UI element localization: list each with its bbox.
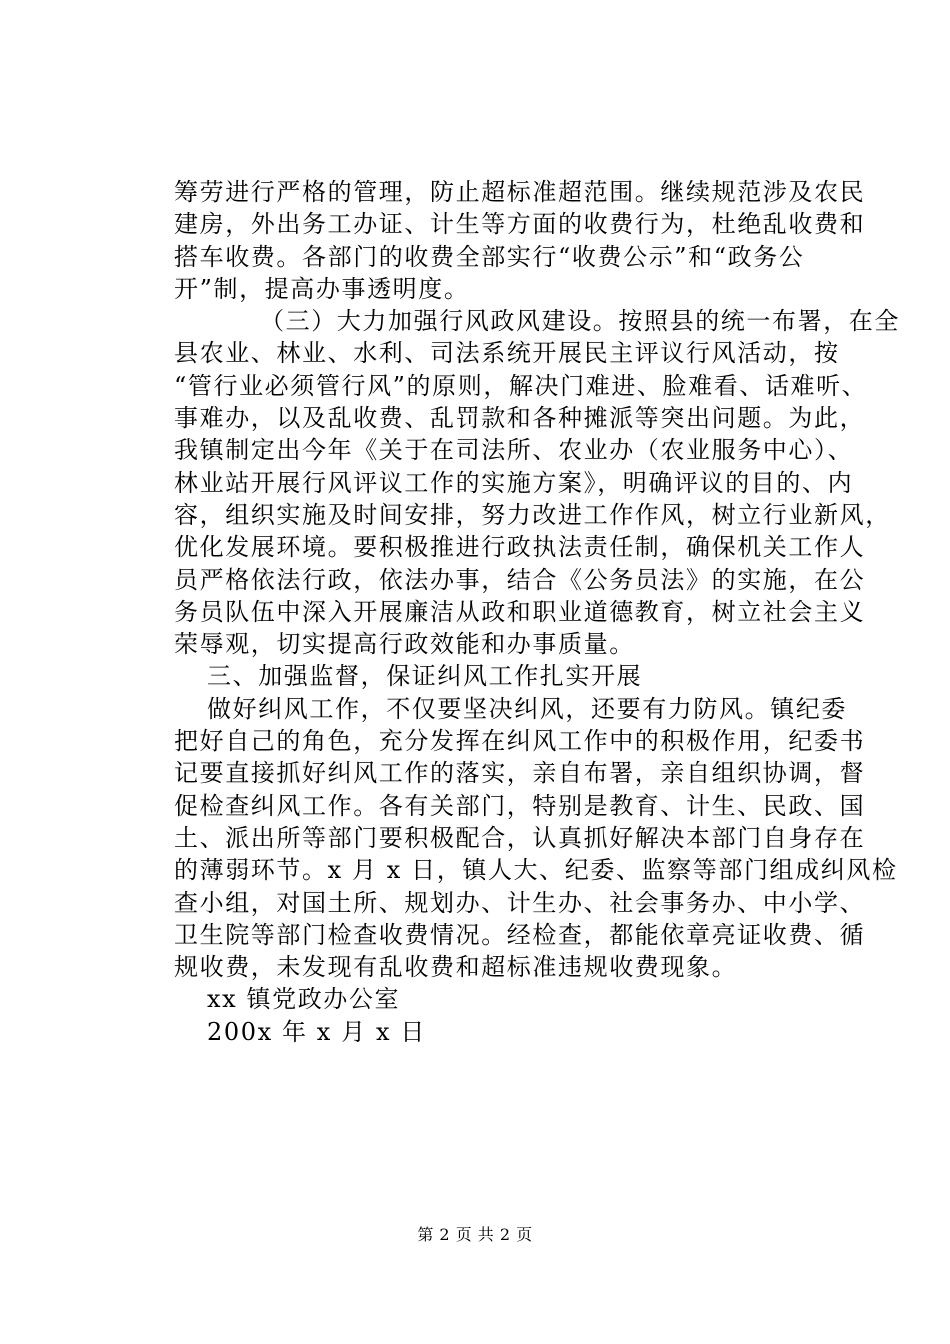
text-line: 员严格依法行政，依法办事，结合《公务员法》的实施，在公 — [174, 565, 866, 594]
text-line: 三、加强监督，保证纠风工作扎实开展 — [207, 662, 643, 691]
text-line: 搭车收费。各部门的收费全部实行“收费公示”和“政务公 — [174, 242, 805, 271]
text-line: 做好纠风工作，不仅要坚决纠风，还要有力防风。镇纪委 — [207, 694, 847, 723]
text-line: 规收费，未发现有乱收费和超标准违规收费现象。 — [174, 953, 738, 982]
text-line: xx 镇党政办公室 — [207, 985, 401, 1014]
text-line: 促检查纠风工作。各有关部门，特别是教育、计生、民政、国 — [174, 791, 866, 820]
text-line: 容，组织实施及时间安排，努力改进工作作风，树立行业新风， — [174, 500, 891, 529]
text-line: 记要直接抓好纠风工作的落实，亲自布署，亲自组织协调，督 — [174, 759, 866, 788]
text-line: （三）大力加强行风政风建设。按照县的统一布署，在全 — [260, 307, 900, 336]
text-line: 卫生院等部门检查收费情况。经检查，都能依章亮证收费、循 — [174, 920, 866, 949]
text-line: “管行业必须管行风”的原则，解决门难进、脸难看、话难听、 — [174, 371, 868, 400]
text-line: 土、派出所等部门要积极配合，认真抓好解决本部门自身存在 — [174, 823, 866, 852]
text-line: 林业站开展行风评议工作的实施方案》，明确评议的目的、内 — [174, 468, 854, 497]
document-body — [174, 176, 900, 1048]
text-line: 的薄弱环节。x 月 x 日，镇人大、纪委、监察等部门组成纠风检 — [174, 856, 898, 885]
page-footer: 第 2 页 共 2 页 — [417, 1225, 533, 1244]
text-line: 建房，外出务工办证、计生等方面的收费行为，杜绝乱收费和 — [174, 210, 866, 239]
text-line: 优化发展环境。要积极推进行政执法责任制，确保机关工作人 — [174, 533, 866, 562]
text-line: 荣辱观，切实提高行政效能和办事质量。 — [174, 630, 635, 659]
text-line: 我镇制定出今年《关于在司法所、农业办（农业服务中心）、 — [174, 436, 854, 465]
text-line: 查小组，对国土所、规划办、计生办、社会事务办、中小学、 — [174, 888, 866, 917]
text-line: 县农业、林业、水利、司法系统开展民主评议行风活动，按 — [174, 339, 840, 368]
text-line: 筹劳进行严格的管理，防止超标准超范围。继续规范涉及农民 — [174, 178, 866, 206]
text-line: 务员队伍中深入开展廉洁从政和职业道德教育，树立社会主义 — [174, 597, 866, 626]
text-line: 200x 年 x 月 x 日 — [207, 1017, 426, 1046]
text-line: 事难办，以及乱收费、乱罚款和各种摊派等突出问题。为此， — [174, 404, 866, 433]
text-line: 开”制，提高办事透明度。 — [174, 274, 470, 303]
text-line: 把好自己的角色，充分发挥在纠风工作中的积极作用，纪委书 — [174, 727, 866, 756]
